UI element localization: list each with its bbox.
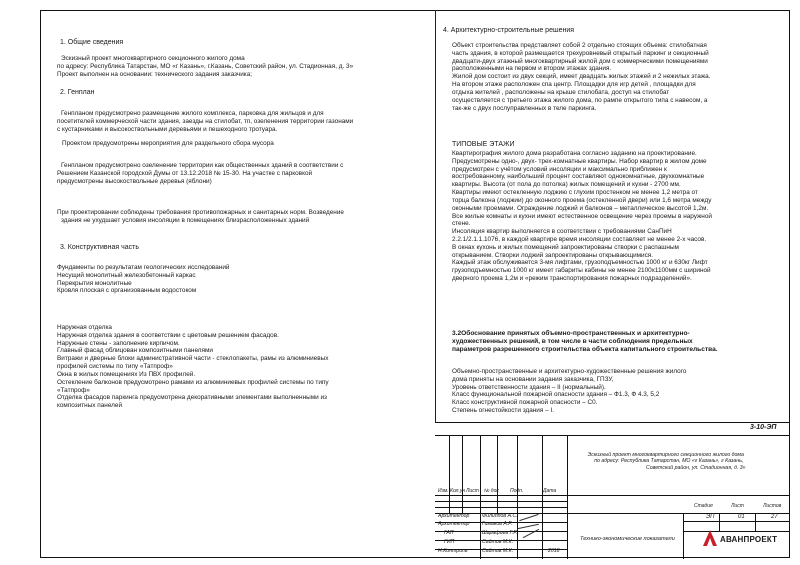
text-line: Квартиры имеют остекленную лоджию с глухим простенком не менее 1,2 метра от <box>452 189 698 197</box>
text-line: двадцати-двух этажный многоквартирный жилой дом с коммерческими помещениями <box>452 57 708 65</box>
sheet-title: Технико-экономические показатели <box>580 536 675 542</box>
text-line: Главный фасад облицован композитными панелями <box>57 347 213 355</box>
column-divider <box>435 10 436 422</box>
text-line: часть здания, в которой размещается трехуровневый открытый паркинг и секционный <box>452 49 709 57</box>
section-3-title: 3. Конструктивная часть <box>60 244 140 251</box>
text-line: Класс конструктивной пожарной опасности – С0. <box>452 399 598 407</box>
section-2-paragraph-4 <box>57 209 344 225</box>
text-line: Проект выполнен на основании: технического задания заказчика; <box>57 70 253 78</box>
text-line: Жилой дом состоит из двух секций, имеет двадцать жилых этажей и 2 нежилых этажа. <box>452 73 711 81</box>
person-name: Гимаков А.Р. <box>482 521 513 527</box>
role-label: Архитектор <box>438 513 470 519</box>
text-line: Решением Казанской городской Думы от 13.12.2018 № 15-30. На участке с парковкой <box>57 169 313 177</box>
section-1-text <box>57 55 353 78</box>
text-line: расположенными на первом и втором этажах здания. <box>452 65 612 73</box>
header-izm: Изм. <box>438 488 449 494</box>
text-line: осуществляется с третьего этажа жилого дома, по рампе открытого типа с навесом, а <box>452 96 708 104</box>
project-description <box>586 452 746 471</box>
sheet-header: Лист <box>731 503 744 509</box>
text-line: 3.2Обоснование принятых объемно-пространственных и архитектурно- <box>452 330 690 337</box>
text-line: Витражи и дверные блоки административной части - стеклопакеты, рамы из алюминиевых <box>57 355 329 363</box>
text-line: востребованному, наибольший процент составляют однокомнатные, двухкомнатные <box>452 173 705 181</box>
text-line: профилей системы по типу «Татпроф» <box>57 363 173 371</box>
text-line: Объемно-пространственные и архитектурно-художественные решения жилого <box>452 368 687 375</box>
text-line: Остекление балконов предусмотрено рамами из алюминиевых профилей системы по типу <box>57 378 329 386</box>
section-2-title: 2. Генплан <box>60 89 95 96</box>
text-line: квартиры. Высота (от пола до потолка) жилых помещений и кухни - 2700 мм. <box>452 181 681 189</box>
text-line: параметров разрешенного строительства объекта капитального строительства. <box>452 346 718 354</box>
person-name: Шарафиев Г.Р. <box>482 530 518 536</box>
text-line: открыванием. Створки лоджий запроектированы открывающимися. <box>452 251 654 259</box>
drawing-code: 3-10-ЭП <box>750 424 777 431</box>
text-line: оконными проемами. Ограждение лоджий и балконов – металлическое высотой 1,2м. <box>452 204 709 212</box>
text-line: Кровля плоская с организованным водостоком <box>57 287 197 295</box>
header-signature: Подп. <box>510 488 524 494</box>
text-line: отдыха жителей , расположены на крыше стилобата, доступ на стилобат <box>452 88 670 96</box>
text-line: торца балкона (лоджии) до оконного проема (остекленной двери) или 1,6 метра между <box>452 196 712 204</box>
text-line: 2.2.1/2.1.1.1076, в каждой квартире время инсоляции составляет не менее 2-х часов. <box>452 235 707 243</box>
header-doc-number: № док <box>484 488 499 494</box>
text-line: Степень огнестойкости здания – I. <box>452 407 554 415</box>
stage-value: ЭП <box>706 514 715 520</box>
text-line: стене. <box>452 220 471 228</box>
text-line: грузоподъемностью 1000 кг имеет габариты кабины не менее 2100х1100мм с шириной <box>452 267 711 275</box>
header-kol-uch: Кол.уч <box>450 488 465 494</box>
person-name: Сайтов М.К. <box>482 539 514 545</box>
person-name: Сайтов М.К. <box>482 548 514 554</box>
text-line: композитных панелей <box>57 402 123 410</box>
text-line: Фундаменты по результатам геологических исследований <box>57 264 230 271</box>
sign-date: 2018 <box>548 548 560 554</box>
text-line: по адресу: Республика Татарстан, МО «г Казань», г.Казань, Советский район, ул. Стадионная, д. 3» <box>57 62 354 70</box>
text-line: Наружная отделка <box>57 324 112 331</box>
section-4-title: 4. Архитектурно-строительные решения <box>443 27 575 34</box>
text-line: На втором этаже расположен спа центр. Площадки для игр детей , площадки для <box>452 81 696 89</box>
sheets-value: 27 <box>771 514 778 520</box>
text-line: Советский район, ул. Стадионная, д. 3» <box>646 464 746 471</box>
text-line: здания не ухудшает условия инсоляции в помещениях близрасположенных зданий <box>61 216 310 224</box>
text-line: Эскизный проект многоквартирного секционного жилого дома <box>61 55 245 62</box>
text-line: предусмотрен с учётом условий инсоляции и максимально приближен к <box>452 165 667 173</box>
text-line: В окнах кухонь и жилых помещений запроектированы створки с распашным <box>452 243 679 251</box>
person-name: Филиппов А.С. <box>482 513 518 519</box>
typical-floors-text <box>452 150 712 283</box>
text-line: с кустарниками и высокоствольными деревьями и пешеходного тротуара. <box>57 125 278 133</box>
exterior-finish-section <box>57 324 329 410</box>
sheet-value: 01 <box>738 514 745 520</box>
text-line: Объект строительства представляет собой 2 отдельно стоящих объема: стилобатная <box>452 42 707 49</box>
role-label: Архитектор <box>438 521 470 527</box>
role-label: Н.Контроль <box>438 548 468 554</box>
section-4-text <box>452 42 710 112</box>
company-logo-icon <box>703 530 717 546</box>
text-line: художественных решений, в том числе в части соблюдения предельных <box>452 338 693 346</box>
section-2-paragraph-2: Проектом предусмотрены мероприятия для раздельного сбора мусора <box>62 140 274 147</box>
text-line: Каждый этаж обслуживается 3-мя лифтами, грузоподъемностью 1000 кг и 630кг Лифт <box>452 259 708 267</box>
section-1-title: 1. Общие сведения <box>60 39 124 46</box>
text-line: по адресу: Республика Татарстан, МО «г Казань», г Казань, <box>594 458 744 465</box>
text-line: Наружные стены - заполнение кирпичом. <box>57 339 180 347</box>
text-line: При проектировании соблюдены требования противопожарных и санитарных норм. Возведение <box>57 209 344 216</box>
text-line: Наружная отделка здания в соответствии с цветовым решением фасадов. <box>57 331 279 339</box>
text-line: Несущий монолитный железобетонный каркас <box>57 271 196 279</box>
section-3-2-title <box>452 330 718 354</box>
text-line: Класс функциональной пожарной опасности здания – Ф1.3, Ф 4.3, 5,2 <box>452 391 660 399</box>
text-line: Генпланом предусмотрено размещение жилого комплекса, парковка для жильцов и для <box>61 110 324 117</box>
company-name: АВАНПРОЕКТ <box>720 535 778 544</box>
text-line: посетителей коммерческой части здания, заезды на стилобат, тп, озеленения территории газонами <box>57 117 354 125</box>
header-list: Лист <box>466 488 479 494</box>
text-line: Окна в жилых помещениях Из ПВХ профилей. <box>57 370 196 378</box>
text-line: так-же с двух послуправленных в теле паркинга. <box>452 104 597 112</box>
typical-floors-title: ТИПОВЫЕ ЭТАЖИ <box>452 141 515 148</box>
text-line: Все жилые комнаты и кухни имеют естественное освещение через проемы в наружной <box>452 212 712 220</box>
text-line: Предусмотрены одно-, двух- трех-комнатные квартиры. Набор квартир в жилом доме <box>452 157 707 165</box>
text-line: Отделка фасадов паркинга предусмотрена декоративными элементами выполненными из <box>57 394 327 402</box>
role-label: ГАП <box>444 530 454 536</box>
section-3-2-text <box>452 368 686 415</box>
text-line: «Татпроф» <box>57 386 90 394</box>
text-line: Квартирография жилого дома разработана согласно заданию на проектирование. <box>452 150 697 157</box>
text-line: дверного проема 1,2м и «режим транспортирования пожарных подразделений». <box>452 275 692 282</box>
text-line: Генпланом предусмотрено озеленение территории как общественных зданий в соответствии с <box>61 162 344 169</box>
section-2-paragraph-3 <box>57 162 343 185</box>
role-label: ГИП <box>444 539 455 545</box>
text-line: Инсоляция квартир выполняется в соответствии с требованиями СанПиН <box>452 228 672 236</box>
text-line: Уровень ответственности здания – II (нормальный). <box>452 383 606 391</box>
text-line: дома приняты на основании задания заказчика, ГПЗУ, <box>452 375 614 383</box>
text-line: предусмотрены высокоствольные деревья (яблони) <box>57 177 212 185</box>
stage-header: Стадия <box>694 503 713 509</box>
section-3-list <box>57 264 229 295</box>
text-line: Эскизный проект многоквартирного секционного жилого дома <box>587 452 744 458</box>
header-date: Дата <box>543 488 557 494</box>
sheets-header: Листов <box>763 503 782 509</box>
section-2-paragraph-1 <box>57 110 353 133</box>
text-line: Перекрытия монолитные <box>57 279 132 287</box>
